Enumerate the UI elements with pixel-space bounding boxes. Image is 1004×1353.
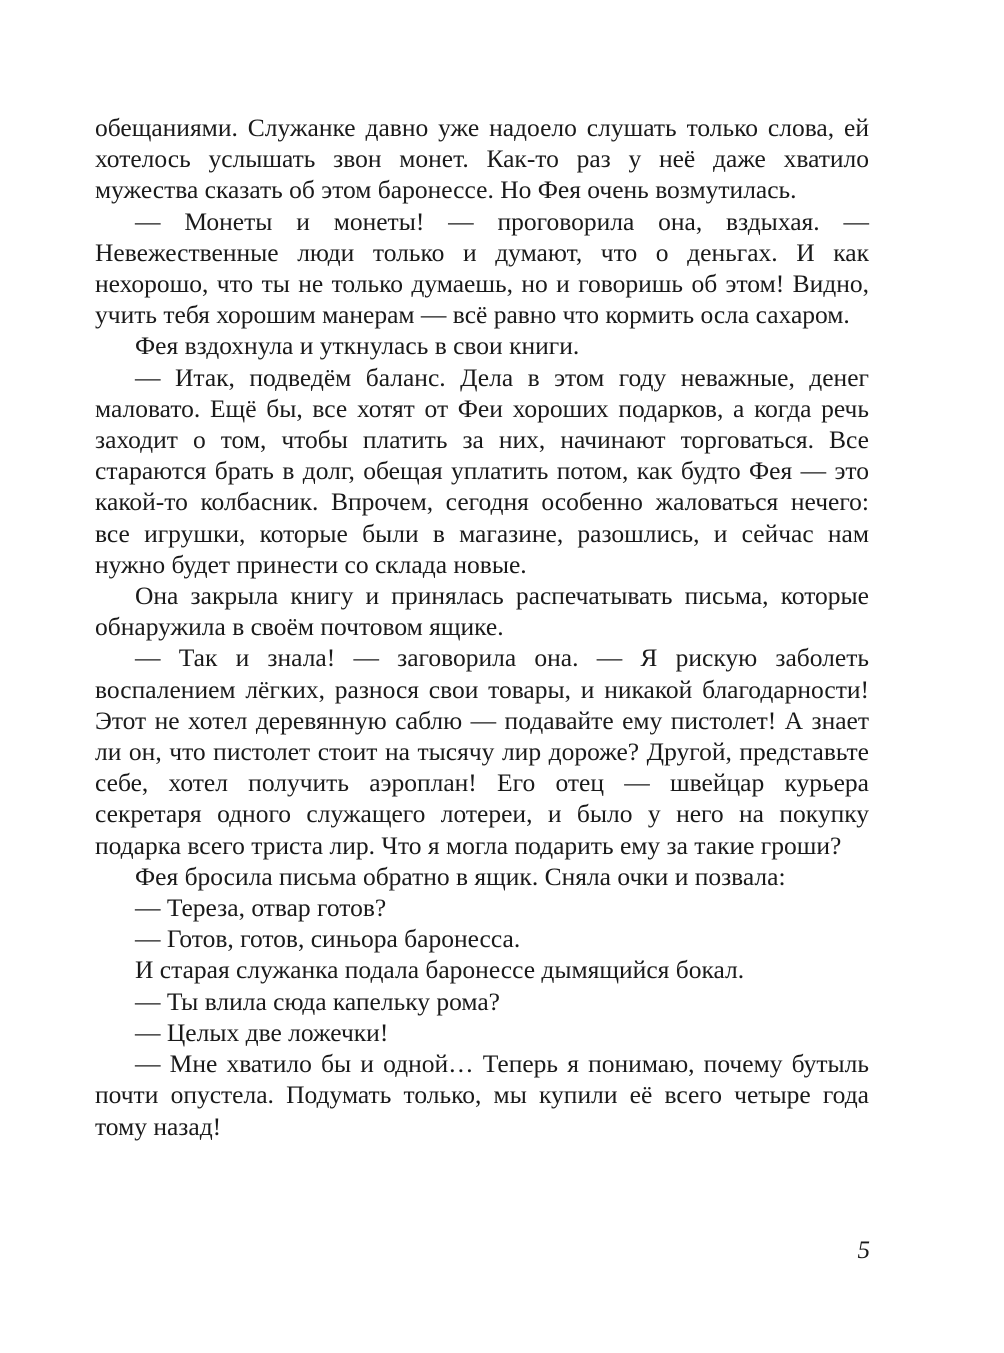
page-number: 5	[857, 1237, 870, 1264]
paragraph: — Целых две ложечки!	[135, 1017, 389, 1047]
paragraph-continuation: обещаниями. Служанке давно уже надоело слушать только слова, ей хотелось услышать звон монет. Как-то раз у неё даже хватило мужества сказать об этом баронессе. Но Фея очень возмутилась.	[95, 113, 869, 205]
paragraph: — Итак, подведём баланс. Дела в этом году неважные, денег маловато. Ещё бы, все хотят от Феи хороших подарков, а когда речь заходит о том, чтобы платить за них, начинают торговаться. Все стараются брать в долг, обещая уплатить потом, как будто Фея — это какой-то колбасник. Впрочем, сегодня особенно жаловаться нечего: все игрушки, которые были в магазине, разошлись, и сейчас нам нужно будет принести со склада новые.	[95, 362, 869, 579]
paragraph: Фея вздохнула и уткнулась в свои книги.	[135, 331, 580, 361]
paragraph: — Ты влила сюда капельку рома?	[135, 986, 500, 1016]
paragraph: — Так и знала! — заговорила она. — Я рискую заболеть воспалением лёгких, разнося свои товары, и никакой благодарности! Этот не хотел деревянную саблю — подавайте ему пистолет! А знает ли он, что пистолет стоит на тысячу лир дороже? Другой, представьте себе, хотел получить аэроплан! Его отец — швейцар курьера секретаря одного служащего лотереи, и было у него на покупку подарка всего триста лир. Что я могла подарить ему за такие гроши?	[95, 643, 869, 860]
paragraph: — Монеты и монеты! — проговорила она, вздыхая. — Невежественные люди только и думают, что о деньгах. И как нехорошо, что ты не только думаешь, но и говоришь об этом! Видно, учить тебя хорошим манерам — всё равно что кормить осла сахаром.	[95, 206, 869, 330]
body-text	[95, 112, 869, 1142]
paragraph: Фея бросила письма обратно в ящик. Сняла очки и позвала:	[135, 861, 786, 891]
paragraph: — Готов, готов, синьора баронесса.	[135, 924, 521, 954]
paragraph: — Мне хватило бы и одной… Теперь я понимаю, почему бутыль почти опустела. Подумать только, мы купили её всего четыре года тому назад!	[95, 1049, 869, 1141]
paragraph: Она закрыла книгу и принялась распечатывать письма, которые обнаружила в своём почтовом ящике.	[95, 581, 869, 642]
paragraph: — Тереза, отвар готов?	[135, 893, 387, 923]
paragraph: И старая служанка подала баронессе дымящийся бокал.	[135, 955, 745, 985]
